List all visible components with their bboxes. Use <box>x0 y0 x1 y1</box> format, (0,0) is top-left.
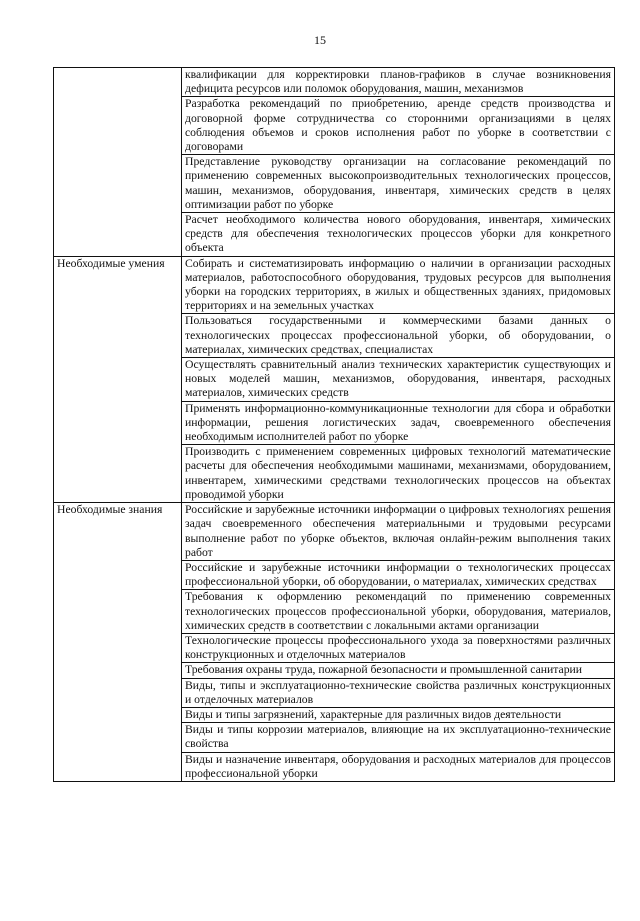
section-label: Необходимые знания <box>57 503 163 517</box>
requirement-text: Виды и типы загрязнений, характерные для различных видов деятельности <box>185 707 562 721</box>
requirement-text: Требования охраны труда, пожарной безопасности и промышленной санитарии <box>185 663 583 677</box>
section-label-cell <box>54 68 182 257</box>
section-label-cell <box>54 503 182 782</box>
requirement-text: Производить с применением современных цифровых технологий математические расчеты для обеспечения необходимыми машинами, механизмами, оборудованием, инвентарем, химическими средствами технологических процессов на объектах проводимой уборки <box>185 445 611 501</box>
requirement-cell <box>182 560 615 589</box>
requirement-text: Разработка рекомендаций по приобретению, аренде средств производства и договорной форме сотрудничества со сторонними организациями в целях соблюдения объемов и сроков исполнения работ по уборке в соответствии с договорами <box>185 97 611 154</box>
requirement-cell <box>182 590 615 634</box>
requirement-cell <box>182 633 615 662</box>
requirement-text: Применять информационно-коммуникационные технологии для сбора и обработки информации, решения логистических задач, своевременного обеспечения необходимым исполнителей работ по уборке <box>185 401 611 444</box>
section-label: Необходимые умения <box>57 256 165 270</box>
table-row <box>54 256 615 314</box>
section-label-cell <box>54 256 182 502</box>
requirement-cell <box>182 256 615 314</box>
requirement-text: Российские и зарубежные источники информации о цифровых технологиях решения задач своевременного обеспечения материальными и трудовыми ресурсами выполнение работ по уборке объектов, включая онлайн-режим выполнения таких работ <box>185 503 611 559</box>
requirement-cell <box>182 707 615 722</box>
requirement-text: Представление руководству организации на согласование рекомендаций по применению современных высокопроизводительных технологических процессов, машин, механизмов, оборудования, инвентаря, химических средств в целях оптимизации работ по уборке <box>185 155 611 211</box>
requirement-text: Собирать и систематизировать информацию о наличии в организации расходных материалов, работоспособного оборудования, трудовых ресурсов для выполнения уборки на городских территориях, в жилых и общественных зданиях, придомовых территориях и на земельных участках <box>185 256 611 313</box>
requirement-text: Виды и типы коррозии материалов, влияющие на их эксплуатационно-технические свойства <box>185 723 611 751</box>
requirement-text: Расчет необходимого количества нового оборудования, инвентаря, химических средств для обеспечения технологических процессов уборки для конкретного объекта <box>185 213 611 255</box>
requirement-cell <box>182 401 615 445</box>
page-number: 15 <box>314 33 326 47</box>
requirement-cell <box>182 445 615 503</box>
requirement-cell <box>182 752 615 781</box>
requirement-cell <box>182 97 615 155</box>
requirement-cell <box>182 678 615 707</box>
table-body <box>54 68 615 782</box>
requirement-cell <box>182 723 615 752</box>
requirement-cell <box>182 663 615 678</box>
requirement-text: Требования к оформлению рекомендаций по применению современных технологических процессов профессиональной уборки, оборудования, материалов, химических средств в соответствии с локальными актами организации <box>185 590 611 632</box>
requirement-text: Виды и назначение инвентаря, оборудования и расходных материалов для процессов профессиональной уборки <box>185 752 611 780</box>
requirement-cell <box>182 358 615 402</box>
table-row <box>54 68 615 97</box>
requirement-cell <box>182 314 615 358</box>
requirement-cell <box>182 213 615 257</box>
requirement-text: квалификации для корректировки планов-графиков в случае возникновения дефицита ресурсов или поломок оборудования, машин, механизмов <box>185 68 611 96</box>
requirement-cell <box>182 155 615 213</box>
requirement-text: Технологические процессы профессионального ухода за поверхностями различных конструкционных и отделочных материалов <box>185 633 611 662</box>
requirement-text: Виды, типы и эксплуатационно-технические свойства различных конструкционных и отделочных материалов <box>185 678 611 706</box>
requirement-text: Российские и зарубежные источники информации о технологических процессах профессиональной уборки, об оборудовании, о материалах, химических средствах <box>185 560 611 589</box>
requirement-cell <box>182 68 615 97</box>
requirement-cell <box>182 503 615 561</box>
requirement-text: Осуществлять сравнительный анализ технических характеристик существующих и новых моделей машин, механизмов, оборудования, инвентаря, расходных материалов, химических средств <box>185 358 611 400</box>
table-row <box>54 503 615 561</box>
competency-table <box>53 67 615 782</box>
requirement-text: Пользоваться государственными и коммерческими базами данных о технологических процессах профессиональной уборки, об оборудовании, о материалах, химических средствах, специалистах <box>185 314 611 356</box>
